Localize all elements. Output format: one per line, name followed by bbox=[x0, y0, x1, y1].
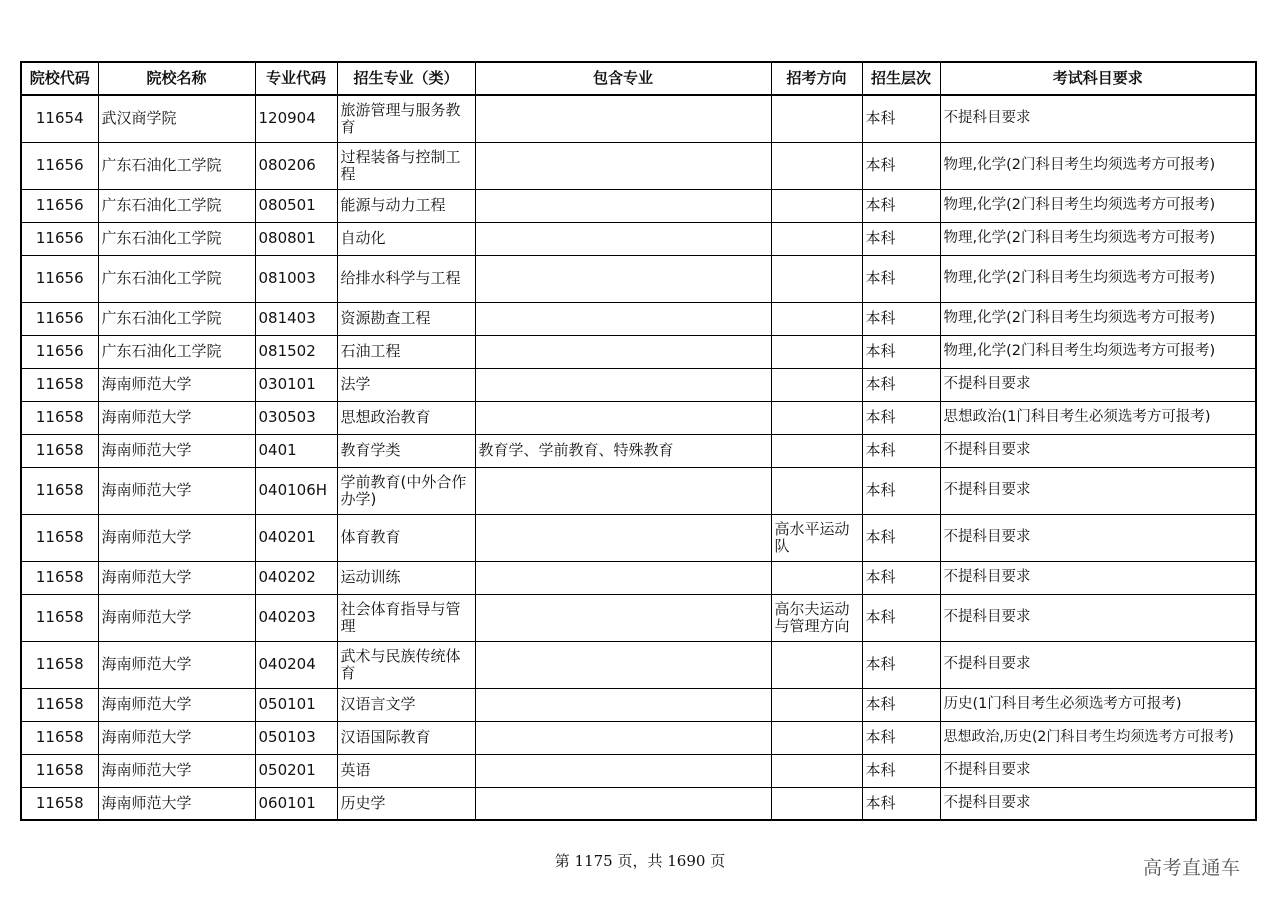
cell-school-name: 海南师范大学 bbox=[98, 594, 255, 641]
header-requirement: 考试科目要求 bbox=[940, 62, 1256, 95]
cell-major-code: 050201 bbox=[255, 754, 337, 787]
cell-includes bbox=[475, 754, 771, 787]
cell-major: 思想政治教育 bbox=[337, 401, 475, 434]
cell-major-code: 081502 bbox=[255, 335, 337, 368]
cell-school-code: 11658 bbox=[21, 787, 98, 820]
cell-level: 本科 bbox=[862, 302, 940, 335]
cell-major: 历史学 bbox=[337, 787, 475, 820]
header-major-code: 专业代码 bbox=[255, 62, 337, 95]
cell-direction bbox=[771, 368, 862, 401]
cell-includes bbox=[475, 142, 771, 189]
cell-direction bbox=[771, 787, 862, 820]
cell-direction bbox=[771, 95, 862, 142]
cell-school-name: 海南师范大学 bbox=[98, 754, 255, 787]
cell-school-code: 11658 bbox=[21, 561, 98, 594]
cell-direction bbox=[771, 688, 862, 721]
cell-major-code: 080501 bbox=[255, 189, 337, 222]
cell-school-code: 11658 bbox=[21, 467, 98, 514]
cell-major-code: 040203 bbox=[255, 594, 337, 641]
cell-major: 给排水科学与工程 bbox=[337, 255, 475, 302]
cell-requirement: 思想政治(1门科目考生必须选考方可报考) bbox=[940, 401, 1256, 434]
cell-major: 法学 bbox=[337, 368, 475, 401]
cell-level: 本科 bbox=[862, 641, 940, 688]
cell-requirement: 不提科目要求 bbox=[940, 368, 1256, 401]
cell-requirement: 不提科目要求 bbox=[940, 561, 1256, 594]
cell-direction: 高水平运动队 bbox=[771, 514, 862, 561]
cell-direction bbox=[771, 467, 862, 514]
cell-school-name: 海南师范大学 bbox=[98, 688, 255, 721]
table-row bbox=[21, 434, 1256, 467]
cell-includes bbox=[475, 222, 771, 255]
cell-level: 本科 bbox=[862, 142, 940, 189]
cell-school-name: 海南师范大学 bbox=[98, 434, 255, 467]
cell-includes bbox=[475, 368, 771, 401]
page-footer: 第 1175 页，共 1690 页 bbox=[554, 852, 726, 870]
table-row bbox=[21, 514, 1256, 561]
cell-requirement: 历史(1门科目考生必须选考方可报考) bbox=[940, 688, 1256, 721]
cell-includes bbox=[475, 401, 771, 434]
cell-requirement: 不提科目要求 bbox=[940, 434, 1256, 467]
cell-school-code: 11658 bbox=[21, 434, 98, 467]
cell-school-code: 11656 bbox=[21, 222, 98, 255]
cell-major-code: 040204 bbox=[255, 641, 337, 688]
cell-school-name: 海南师范大学 bbox=[98, 514, 255, 561]
cell-major-code: 030503 bbox=[255, 401, 337, 434]
cell-requirement: 不提科目要求 bbox=[940, 787, 1256, 820]
cell-school-name: 海南师范大学 bbox=[98, 368, 255, 401]
cell-level: 本科 bbox=[862, 467, 940, 514]
cell-school-name: 广东石油化工学院 bbox=[98, 142, 255, 189]
table-row bbox=[21, 368, 1256, 401]
cell-direction: 高尔夫运动与管理方向 bbox=[771, 594, 862, 641]
cell-includes bbox=[475, 335, 771, 368]
table-row bbox=[21, 401, 1256, 434]
table-row bbox=[21, 467, 1256, 514]
table-row bbox=[21, 255, 1256, 302]
header-includes: 包含专业 bbox=[475, 62, 771, 95]
cell-requirement: 物理,化学(2门科目考生均须选考方可报考) bbox=[940, 335, 1256, 368]
cell-direction bbox=[771, 222, 862, 255]
cell-level: 本科 bbox=[862, 434, 940, 467]
watermark-text: 高考直通车 bbox=[1143, 857, 1241, 879]
cell-school-code: 11658 bbox=[21, 641, 98, 688]
cell-school-name: 广东石油化工学院 bbox=[98, 189, 255, 222]
cell-direction bbox=[771, 302, 862, 335]
header-major: 招生专业（类） bbox=[337, 62, 475, 95]
cell-school-name: 海南师范大学 bbox=[98, 467, 255, 514]
cell-major-code: 080206 bbox=[255, 142, 337, 189]
cell-level: 本科 bbox=[862, 594, 940, 641]
cell-school-code: 11654 bbox=[21, 95, 98, 142]
cell-requirement: 物理,化学(2门科目考生均须选考方可报考) bbox=[940, 255, 1256, 302]
cell-major-code: 050101 bbox=[255, 688, 337, 721]
cell-requirement: 物理,化学(2门科目考生均须选考方可报考) bbox=[940, 302, 1256, 335]
cell-school-name: 广东石油化工学院 bbox=[98, 255, 255, 302]
cell-major-code: 081003 bbox=[255, 255, 337, 302]
cell-requirement: 不提科目要求 bbox=[940, 754, 1256, 787]
cell-major: 旅游管理与服务教育 bbox=[337, 95, 475, 142]
header-school-code: 院校代码 bbox=[21, 62, 98, 95]
cell-level: 本科 bbox=[862, 335, 940, 368]
table-row bbox=[21, 787, 1256, 820]
cell-level: 本科 bbox=[862, 222, 940, 255]
cell-includes: 教育学、学前教育、特殊教育 bbox=[475, 434, 771, 467]
cell-major-code: 050103 bbox=[255, 721, 337, 754]
table-row bbox=[21, 222, 1256, 255]
table-header-row bbox=[21, 62, 1256, 95]
cell-major: 运动训练 bbox=[337, 561, 475, 594]
cell-major: 过程装备与控制工程 bbox=[337, 142, 475, 189]
table-row bbox=[21, 721, 1256, 754]
cell-requirement: 不提科目要求 bbox=[940, 594, 1256, 641]
cell-includes bbox=[475, 787, 771, 820]
cell-major-code: 040202 bbox=[255, 561, 337, 594]
cell-includes bbox=[475, 641, 771, 688]
table-row bbox=[21, 561, 1256, 594]
table-row bbox=[21, 189, 1256, 222]
cell-includes bbox=[475, 688, 771, 721]
cell-level: 本科 bbox=[862, 754, 940, 787]
header-direction: 招考方向 bbox=[771, 62, 862, 95]
cell-level: 本科 bbox=[862, 95, 940, 142]
cell-major: 汉语国际教育 bbox=[337, 721, 475, 754]
table-row bbox=[21, 142, 1256, 189]
cell-school-name: 广东石油化工学院 bbox=[98, 302, 255, 335]
cell-direction bbox=[771, 255, 862, 302]
table-body bbox=[21, 95, 1256, 820]
cell-school-name: 广东石油化工学院 bbox=[98, 222, 255, 255]
table-row bbox=[21, 688, 1256, 721]
cell-direction bbox=[771, 335, 862, 368]
cell-school-code: 11656 bbox=[21, 302, 98, 335]
cell-major-code: 080801 bbox=[255, 222, 337, 255]
cell-major: 体育教育 bbox=[337, 514, 475, 561]
cell-level: 本科 bbox=[862, 561, 940, 594]
cell-school-name: 海南师范大学 bbox=[98, 641, 255, 688]
admissions-table bbox=[20, 61, 1257, 821]
cell-major: 自动化 bbox=[337, 222, 475, 255]
cell-major-code: 0401 bbox=[255, 434, 337, 467]
header-school-name: 院校名称 bbox=[98, 62, 255, 95]
cell-direction bbox=[771, 754, 862, 787]
cell-school-code: 11656 bbox=[21, 255, 98, 302]
cell-level: 本科 bbox=[862, 368, 940, 401]
cell-school-name: 广东石油化工学院 bbox=[98, 335, 255, 368]
cell-direction bbox=[771, 401, 862, 434]
cell-school-name: 海南师范大学 bbox=[98, 401, 255, 434]
cell-major: 石油工程 bbox=[337, 335, 475, 368]
cell-level: 本科 bbox=[862, 514, 940, 561]
cell-major-code: 120904 bbox=[255, 95, 337, 142]
cell-level: 本科 bbox=[862, 787, 940, 820]
cell-includes bbox=[475, 561, 771, 594]
cell-direction bbox=[771, 434, 862, 467]
cell-level: 本科 bbox=[862, 189, 940, 222]
cell-level: 本科 bbox=[862, 721, 940, 754]
cell-school-code: 11658 bbox=[21, 754, 98, 787]
cell-requirement: 不提科目要求 bbox=[940, 514, 1256, 561]
cell-direction bbox=[771, 641, 862, 688]
cell-major: 汉语言文学 bbox=[337, 688, 475, 721]
table-row bbox=[21, 594, 1256, 641]
cell-level: 本科 bbox=[862, 255, 940, 302]
cell-major: 学前教育(中外合作办学) bbox=[337, 467, 475, 514]
table-row bbox=[21, 335, 1256, 368]
cell-major: 资源勘查工程 bbox=[337, 302, 475, 335]
cell-level: 本科 bbox=[862, 688, 940, 721]
cell-major-code: 060101 bbox=[255, 787, 337, 820]
cell-school-name: 海南师范大学 bbox=[98, 787, 255, 820]
cell-school-code: 11658 bbox=[21, 368, 98, 401]
table-row bbox=[21, 302, 1256, 335]
cell-requirement: 不提科目要求 bbox=[940, 95, 1256, 142]
cell-includes bbox=[475, 594, 771, 641]
cell-requirement: 物理,化学(2门科目考生均须选考方可报考) bbox=[940, 222, 1256, 255]
cell-school-code: 11656 bbox=[21, 189, 98, 222]
cell-requirement: 不提科目要求 bbox=[940, 467, 1256, 514]
cell-includes bbox=[475, 302, 771, 335]
cell-major-code: 040201 bbox=[255, 514, 337, 561]
cell-school-code: 11658 bbox=[21, 514, 98, 561]
table-row bbox=[21, 754, 1256, 787]
cell-major: 教育学类 bbox=[337, 434, 475, 467]
cell-direction bbox=[771, 721, 862, 754]
cell-major: 英语 bbox=[337, 754, 475, 787]
cell-major: 社会体育指导与管理 bbox=[337, 594, 475, 641]
cell-includes bbox=[475, 721, 771, 754]
cell-school-name: 海南师范大学 bbox=[98, 561, 255, 594]
cell-school-code: 11656 bbox=[21, 335, 98, 368]
cell-requirement: 不提科目要求 bbox=[940, 641, 1256, 688]
cell-school-name: 海南师范大学 bbox=[98, 721, 255, 754]
cell-direction bbox=[771, 561, 862, 594]
table-row bbox=[21, 95, 1256, 142]
cell-requirement: 物理,化学(2门科目考生均须选考方可报考) bbox=[940, 142, 1256, 189]
cell-school-code: 11658 bbox=[21, 401, 98, 434]
cell-direction bbox=[771, 189, 862, 222]
cell-includes bbox=[475, 255, 771, 302]
cell-major-code: 030101 bbox=[255, 368, 337, 401]
cell-school-code: 11656 bbox=[21, 142, 98, 189]
cell-direction bbox=[771, 142, 862, 189]
cell-includes bbox=[475, 189, 771, 222]
cell-level: 本科 bbox=[862, 401, 940, 434]
cell-includes bbox=[475, 467, 771, 514]
table-row bbox=[21, 641, 1256, 688]
cell-includes bbox=[475, 95, 771, 142]
cell-requirement: 思想政治,历史(2门科目考生均须选考方可报考) bbox=[940, 721, 1256, 754]
cell-school-code: 11658 bbox=[21, 721, 98, 754]
cell-school-name: 武汉商学院 bbox=[98, 95, 255, 142]
cell-requirement: 物理,化学(2门科目考生均须选考方可报考) bbox=[940, 189, 1256, 222]
header-level: 招生层次 bbox=[862, 62, 940, 95]
cell-major-code: 040106H bbox=[255, 467, 337, 514]
cell-major: 武术与民族传统体育 bbox=[337, 641, 475, 688]
cell-includes bbox=[475, 514, 771, 561]
cell-major: 能源与动力工程 bbox=[337, 189, 475, 222]
cell-school-code: 11658 bbox=[21, 688, 98, 721]
cell-school-code: 11658 bbox=[21, 594, 98, 641]
cell-major-code: 081403 bbox=[255, 302, 337, 335]
